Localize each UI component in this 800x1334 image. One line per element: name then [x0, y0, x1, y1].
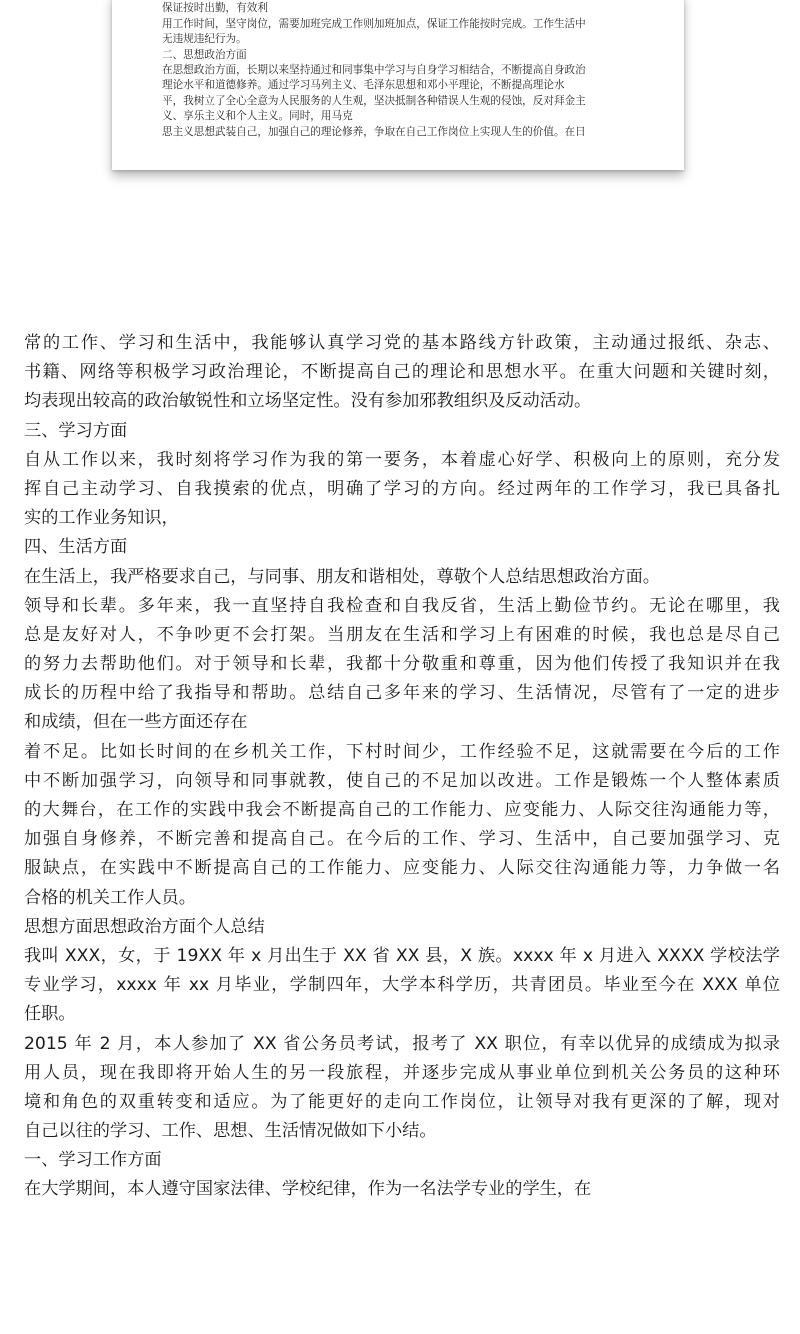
- section-heading: 四、生活方面: [24, 537, 128, 558]
- section-heading: 一、学习工作方面: [24, 1150, 162, 1171]
- body-line: 总是友好对人，不争吵更不会打架。当朋友在生活和学习上有困难的时候，我也总是尽自己: [24, 624, 780, 645]
- body-line: 合格的机关工作人员。: [24, 887, 196, 908]
- body-line: 成长的历程中给了我指导和帮助。总结自己多年来的学习、生活情况，尽管有了一定的进步: [24, 683, 780, 704]
- preview-line: 理论水平和道德修养。通过学习马列主义、毛泽东思想和邓小平理论，不断提高理论水: [162, 79, 565, 92]
- preview-line: 平，我树立了全心全意为人民服务的人生观，坚决抵制各种错误人生观的侵蚀，反对拜金主: [162, 94, 586, 107]
- body-line: 在大学期间，本人遵守国家法律、学校纪律，作为一名法学专业的学生，在: [24, 1179, 592, 1200]
- preview-text: [162, 0, 662, 140]
- body-line: 加强自身修养，不断完善和提高自己。在今后的工作、学习、生活中，自己要加强学习、克: [24, 829, 780, 850]
- body-line: 2015 年 2 月，本人参加了 XX 省公务员考试，报考了 XX 职位，有幸以优异的成绩成为拟录: [24, 1033, 780, 1054]
- preview-line: 保证按时出勤，有效利: [162, 2, 268, 15]
- body-line: 自己以往的学习、工作、思想、生活情况做如下小结。: [24, 1121, 437, 1142]
- preview-line: 在思想政治方面，长期以来坚持通过和同事集中学习与自身学习相结合，不断提高自身政治: [162, 63, 586, 76]
- preview-line: 用工作时间，坚守岗位，需要加班完成工作则加班加点，保证工作能按时完成。工作生活中: [162, 17, 586, 30]
- body-line: 我叫 XXX，女，于 19XX 年 x 月出生于 XX 省 XX 县，X 族。xxxx 年 x 月进入 XXXX 学校法学: [24, 945, 780, 966]
- body-line: 着不足。比如长时间的在乡机关工作，下村时间少，工作经验不足，这就需要在今后的工作: [24, 741, 780, 762]
- section-heading: 思想方面思想政治方面个人总结: [24, 916, 265, 937]
- body-line: 用人员，现在我即将开始人生的另一段旅程，并逐步完成从事业单位到机关公务员的这种环: [24, 1062, 780, 1083]
- body-line: 挥自己主动学习、自我摸索的优点，明确了学习的方向。经过两年的工作学习，我已具备扎: [24, 478, 780, 499]
- body-line: 的努力去帮助他们。对于领导和长辈，我都十分敬重和尊重，因为他们传授了我知识并在我: [24, 654, 780, 675]
- body-line: 中不断加强学习，向领导和同事就教，使自己的不足加以改进。工作是锻炼一个人整体素质: [24, 770, 780, 791]
- preview-line: 二、思想政治方面: [162, 48, 247, 61]
- document-preview-thumbnail: [112, 0, 684, 170]
- preview-line: 无违规违纪行为。: [162, 33, 247, 46]
- body-line: 实的工作业务知识，: [24, 508, 179, 529]
- body-line: 境和角色的双重转变和适应。为了能更好的走向工作岗位，让领导对我有更深的了解，现对: [24, 1091, 780, 1112]
- body-line: 和成绩，但在一些方面还存在: [24, 712, 248, 733]
- body-line: 书籍、网络等积极学习政治理论，不断提高自己的理论和思想水平。在重大问题和关键时刻，: [24, 362, 780, 383]
- body-line: 常的工作、学习和生活中，我能够认真学习党的基本路线方针政策，主动通过报纸、杂志、: [24, 333, 780, 353]
- preview-line: 思主义思想武装自己，加强自己的理论修养，争取在自己工作岗位上实现人生的价值。在日: [162, 125, 586, 138]
- body-line: 任职。: [24, 1004, 76, 1025]
- body-line: 均表现出较高的政治敏锐性和立场坚定性。没有参加邪教组织及反动活动。: [24, 391, 592, 412]
- document-body: [24, 329, 780, 1205]
- body-line: 在生活上，我严格要求自己，与同事、朋友和谐相处，尊敬个人总结思想政治方面。: [24, 566, 660, 587]
- body-line: 自从工作以来，我时刻将学习作为我的第一要务，本着虚心好学、积极向上的原则，充分发: [24, 449, 780, 470]
- body-line: 的大舞台，在工作的实践中我会不断提高自己的工作能力、应变能力、人际交往沟通能力等，: [24, 800, 780, 820]
- body-line: 专业学习，xxxx 年 xx 月毕业，学制四年，大学本科学历，共青团员。毕业至今在 XXX 单位: [24, 975, 780, 996]
- section-heading: 三、学习方面: [24, 420, 128, 441]
- body-line: 领导和长辈。多年来，我一直坚持自我检查和自我反省，生活上勤俭节约。无论在哪里，我: [24, 595, 780, 616]
- preview-line: 义、享乐主义和个人主义。同时，用马克: [162, 110, 353, 123]
- body-line: 服缺点，在实践中不断提高自己的工作能力、应变能力、人际交往沟通能力等，力争做一名: [24, 858, 780, 879]
